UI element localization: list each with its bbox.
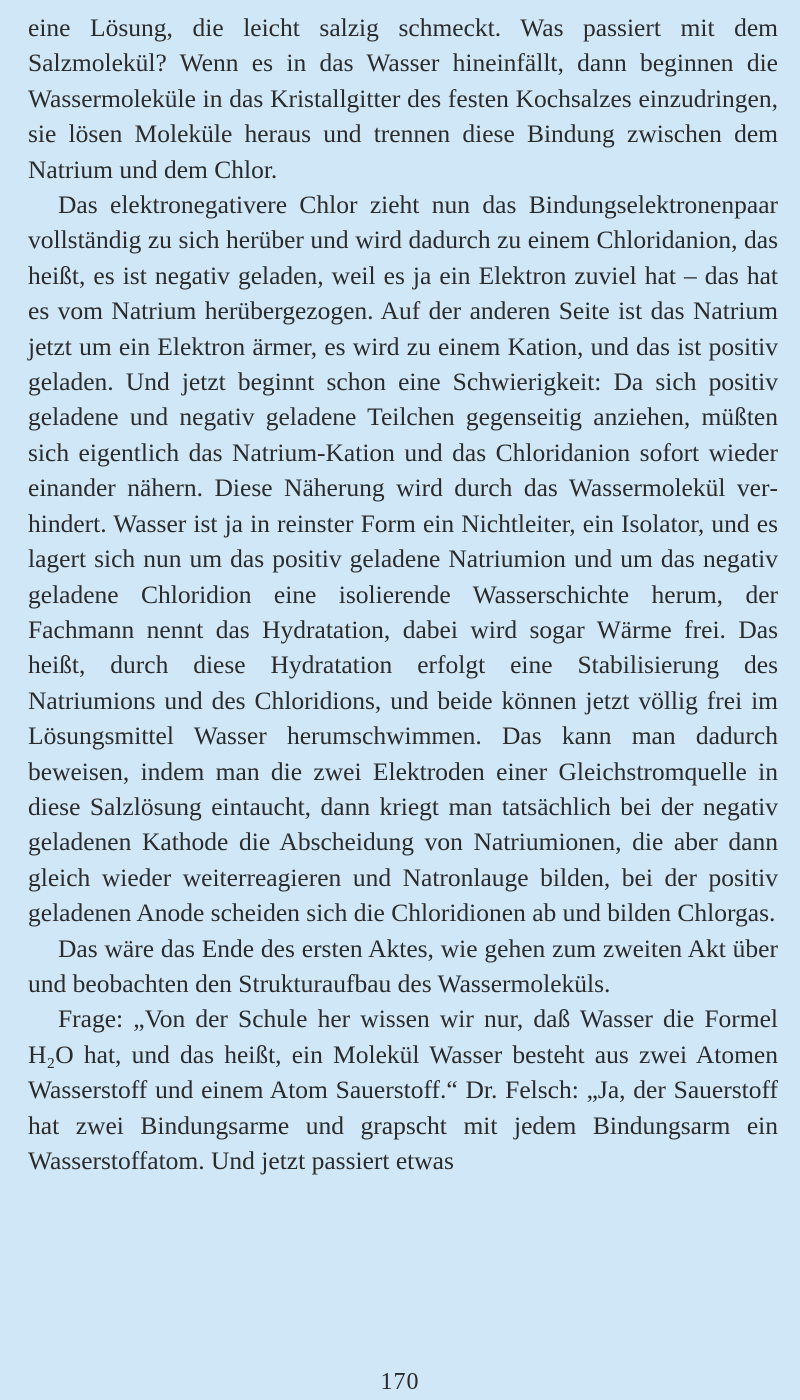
paragraph-chloride-anion: Das elektronegativere Chlor zieht nun das Bindungselektronenpaar vollständig zu sich herüber und wird dadurch zu einem Chloridanion, das heißt, es ist negativ geladen, weil es ja ein Elektron zuviel hat – das hat es vom Natrium herübergezogen. Auf der anderen Seite ist das Natrium jetzt um ein Elektron ärmer, es wird zu einem Kation, und das ist positiv geladen. Und jetzt beginnt schon eine Schwierigkeit: Da sich positiv geladene und negativ geladene Teilchen gegenseitig anziehen, müßten sich eigentlich das Natrium-Kation und das Chloridanion sofort wieder einander nähern. Diese Näherung wird durch das Wassermolekül verhindert. Wasser ist ja in reinster Form ein Nichtleiter, ein Isolator, und es lagert sich nun um das positiv geladene Natriumion und um das negativ geladene Chloridion eine isolierende Wasserschichte herum, der Fachmann nennt das Hydratation, dabei wird sogar Wärme frei. Das heißt, durch diese Hydratation erfolgt eine Stabilisierung des Natriumions und des Chloridions, und beide können jetzt völlig frei im Lösungsmittel Wasser herumschwimmen. Das kann man dadurch beweisen, indem man die zwei Elektroden einer Gleichstromquelle in diese Salzlösung eintaucht, dann kriegt man tatsächlich bei der negativ geladenen Kathode die Abscheidung von Natriumionen, die aber dann gleich wieder weiterreagieren und Natronlauge bilden, bei der positiv geladenen Anode scheiden sich die Chloridionen ab und bilden Chlorgas. (28, 190, 778, 928)
page-number: 170 (380, 1369, 420, 1395)
paragraph-question-h2o: Frage: „Von der Schule her wissen wir nur, daß Wasser die Formel H₂O hat, und das heißt, ein Molekül Wasser besteht aus zwei Atomen Wasserstoff und einem Atom Sauerstoff.“ Dr. Felsch: „Ja, der Sauerstoff hat zwei Bindungsarme und grapscht mit jedem Bindungsarm ein Wasserstoffatom. Und jetzt passiert etwas (28, 1004, 778, 1175)
paragraph-end-of-first-act: Das wäre das Ende des ersten Aktes, wie gehen zum zweiten Akt über und beobachten den Strukturaufbau des Wassermoleküls. (28, 933, 778, 998)
paragraph-salt-dissolving: eine Lösung, die leicht salzig schmeckt. Was passiert mit dem Salzmolekül? Wenn es in das Wasser hineinfällt, dann beginnen die Wassermoleküle in das Kristallgitter des festen Kochsalzes einzudringen, sie lösen Moleküle heraus und trennen diese Bindung zwischen dem Natrium und dem Chlor. (28, 13, 778, 184)
